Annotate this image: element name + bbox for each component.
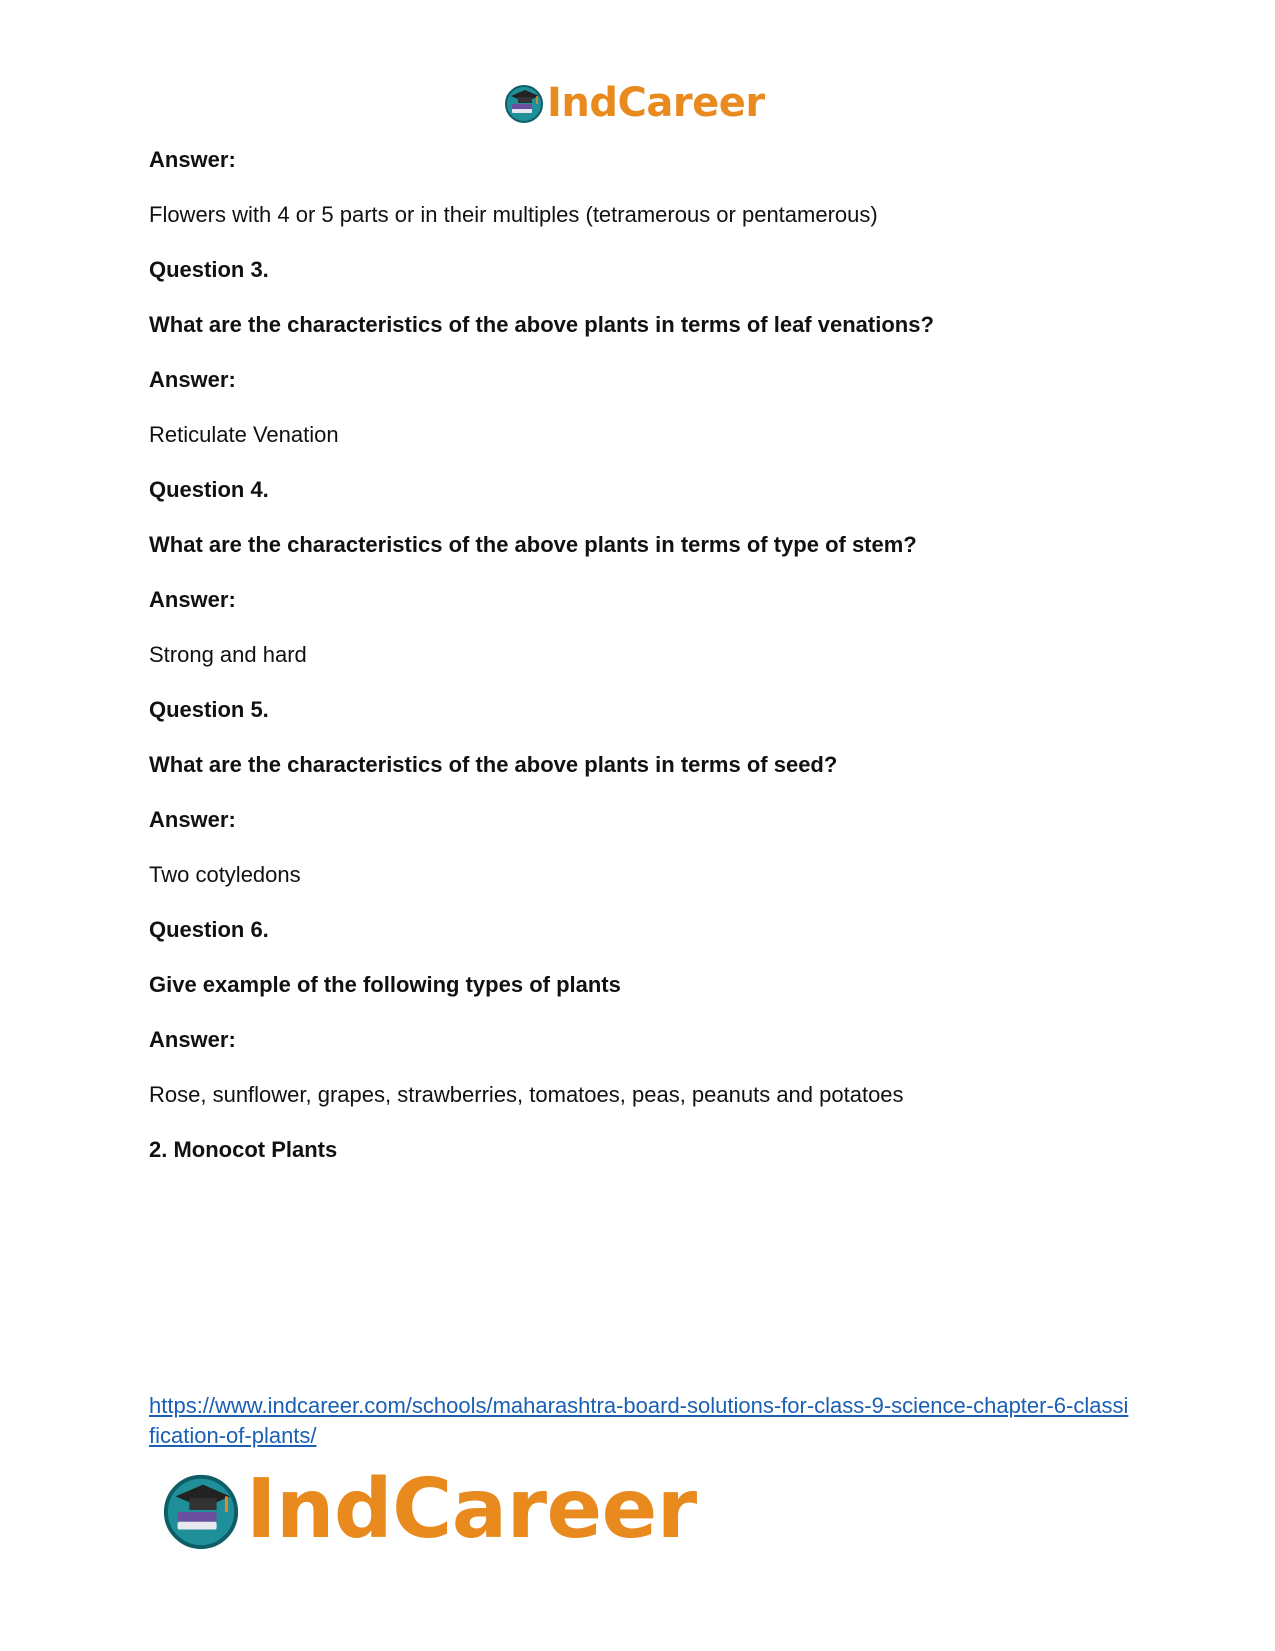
question-number: Question 3. — [149, 257, 269, 282]
answer-text: Strong and hard — [149, 642, 307, 667]
answer-label: Answer: — [149, 147, 236, 172]
graduation-globe-icon — [160, 1469, 242, 1551]
indcareer-logo-header — [503, 80, 765, 126]
answer-label: Answer: — [149, 807, 236, 832]
answer-text: Two cotyledons — [149, 862, 301, 887]
document-body — [149, 147, 1149, 1192]
answer-text: Flowers with 4 or 5 parts or in their multiples (tetramerous or pentamerous) — [149, 202, 878, 227]
logo-wordmark: IndCareer — [547, 80, 765, 126]
logo-wordmark: IndCareer — [246, 1462, 697, 1557]
question-number: Question 6. — [149, 917, 269, 942]
question-number: Question 4. — [149, 477, 269, 502]
question-text: What are the characteristics of the above plants in terms of seed? — [149, 752, 838, 777]
graduation-globe-icon — [503, 82, 545, 124]
answer-label: Answer: — [149, 367, 236, 392]
answer-text: Rose, sunflower, grapes, strawberries, tomatoes, peas, peanuts and potatoes — [149, 1082, 904, 1107]
question-number: Question 5. — [149, 697, 269, 722]
source-url-link[interactable]: https://www.indcareer.com/schools/maharashtra-board-solutions-for-class-9-science-chapter-6-classification-of-plants/ — [149, 1393, 1129, 1448]
answer-label: Answer: — [149, 587, 236, 612]
question-text: What are the characteristics of the above plants in terms of type of stem? — [149, 532, 917, 557]
answer-label: Answer: — [149, 1027, 236, 1052]
answer-text: Reticulate Venation — [149, 422, 339, 447]
question-text: Give example of the following types of plants — [149, 972, 621, 997]
section-heading: 2. Monocot Plants — [149, 1137, 338, 1162]
question-text: What are the characteristics of the above plants in terms of leaf venations? — [149, 312, 934, 337]
indcareer-logo-footer — [160, 1462, 697, 1557]
